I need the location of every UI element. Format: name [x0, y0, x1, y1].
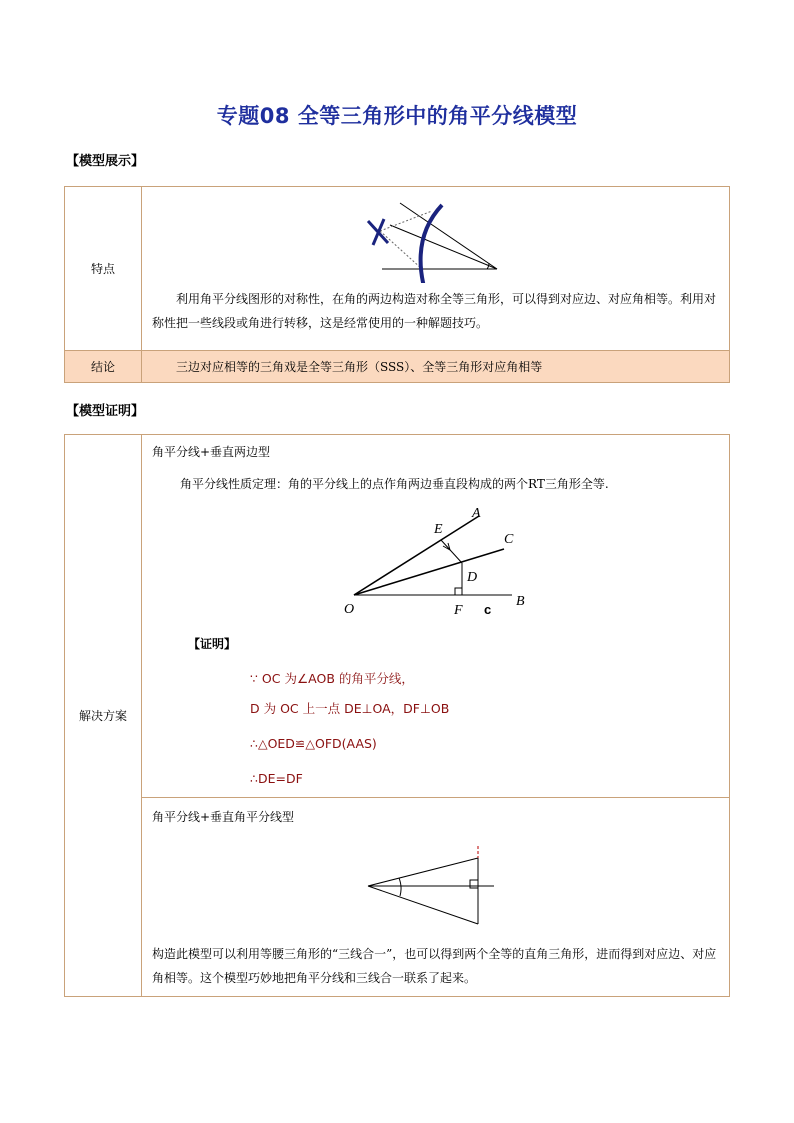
page-title: 专题08 全等三角形中的角平分线模型 — [216, 104, 578, 128]
label-cell-features — [65, 187, 142, 351]
proof-line-2: D 为 OC 上一点 DE⊥OA，DF⊥OB — [250, 701, 450, 716]
features-content-cell — [142, 187, 730, 351]
part1-theorem: 角平分线性质定理：角的平分线上的点作角两边垂直段构成的两个RT三角形全等. — [180, 477, 609, 491]
label-f: F — [454, 603, 463, 618]
features-label: 特点 — [90, 262, 115, 276]
section-heading-model-display: 【模型展示】 — [66, 154, 145, 169]
part2-subtitle: 角平分线+垂直角平分线型 — [152, 810, 295, 824]
label-d: D — [467, 570, 478, 585]
part1-subtitle: 角平分线+垂直两边型 — [152, 445, 271, 459]
proof-heading: 【证明】 — [188, 637, 237, 651]
label-cell-conclusion — [65, 351, 142, 383]
conclusion-content-cell — [142, 351, 730, 383]
label-c: C — [504, 532, 514, 547]
label-o: O — [344, 602, 355, 617]
section-heading-model-proof: 【模型证明】 — [66, 404, 145, 419]
solution-label: 解决方案 — [78, 709, 127, 723]
label-stray-c: c — [484, 602, 492, 617]
proof-part2-cell — [142, 798, 730, 997]
label-a: A — [472, 506, 481, 521]
part2-text: 构造此模型可以利用等腰三角形的“三线合一”，也可以得到两个全等的直角三角形，进而得到对应边、对应角相等。这个模型巧妙地把角平分线和三线合一联系了起来。 — [152, 947, 717, 985]
label-cell-solution — [65, 435, 142, 997]
proof-line-1: ∵ OC 为∠AOB 的角平分线， — [250, 671, 414, 686]
proof-line-4: ∴DE=DF — [250, 771, 303, 786]
bisector-perpendicular-figure — [142, 844, 730, 934]
label-e: E — [434, 522, 443, 537]
angle-bisector-figure — [142, 501, 730, 621]
proof-part1-cell — [142, 435, 730, 798]
label-b: B — [516, 594, 525, 609]
symmetry-diagram — [142, 187, 730, 283]
conclusion-text: 三边对应相等的三角戏是全等三角形（SSS）、全等三角形对应角相等 — [176, 359, 543, 374]
conclusion-label: 结论 — [90, 360, 115, 374]
features-text: 利用角平分线图形的对称性，在角的两边构造对称全等三角形，可以得到对应边、对应角相等。利用对称性把一些线段或角进行转移，这是经常使用的一种解题技巧。 — [152, 292, 717, 330]
model-display-table — [64, 186, 730, 383]
proof-line-3: ∴△OED≌△OFD(AAS) — [250, 736, 377, 751]
